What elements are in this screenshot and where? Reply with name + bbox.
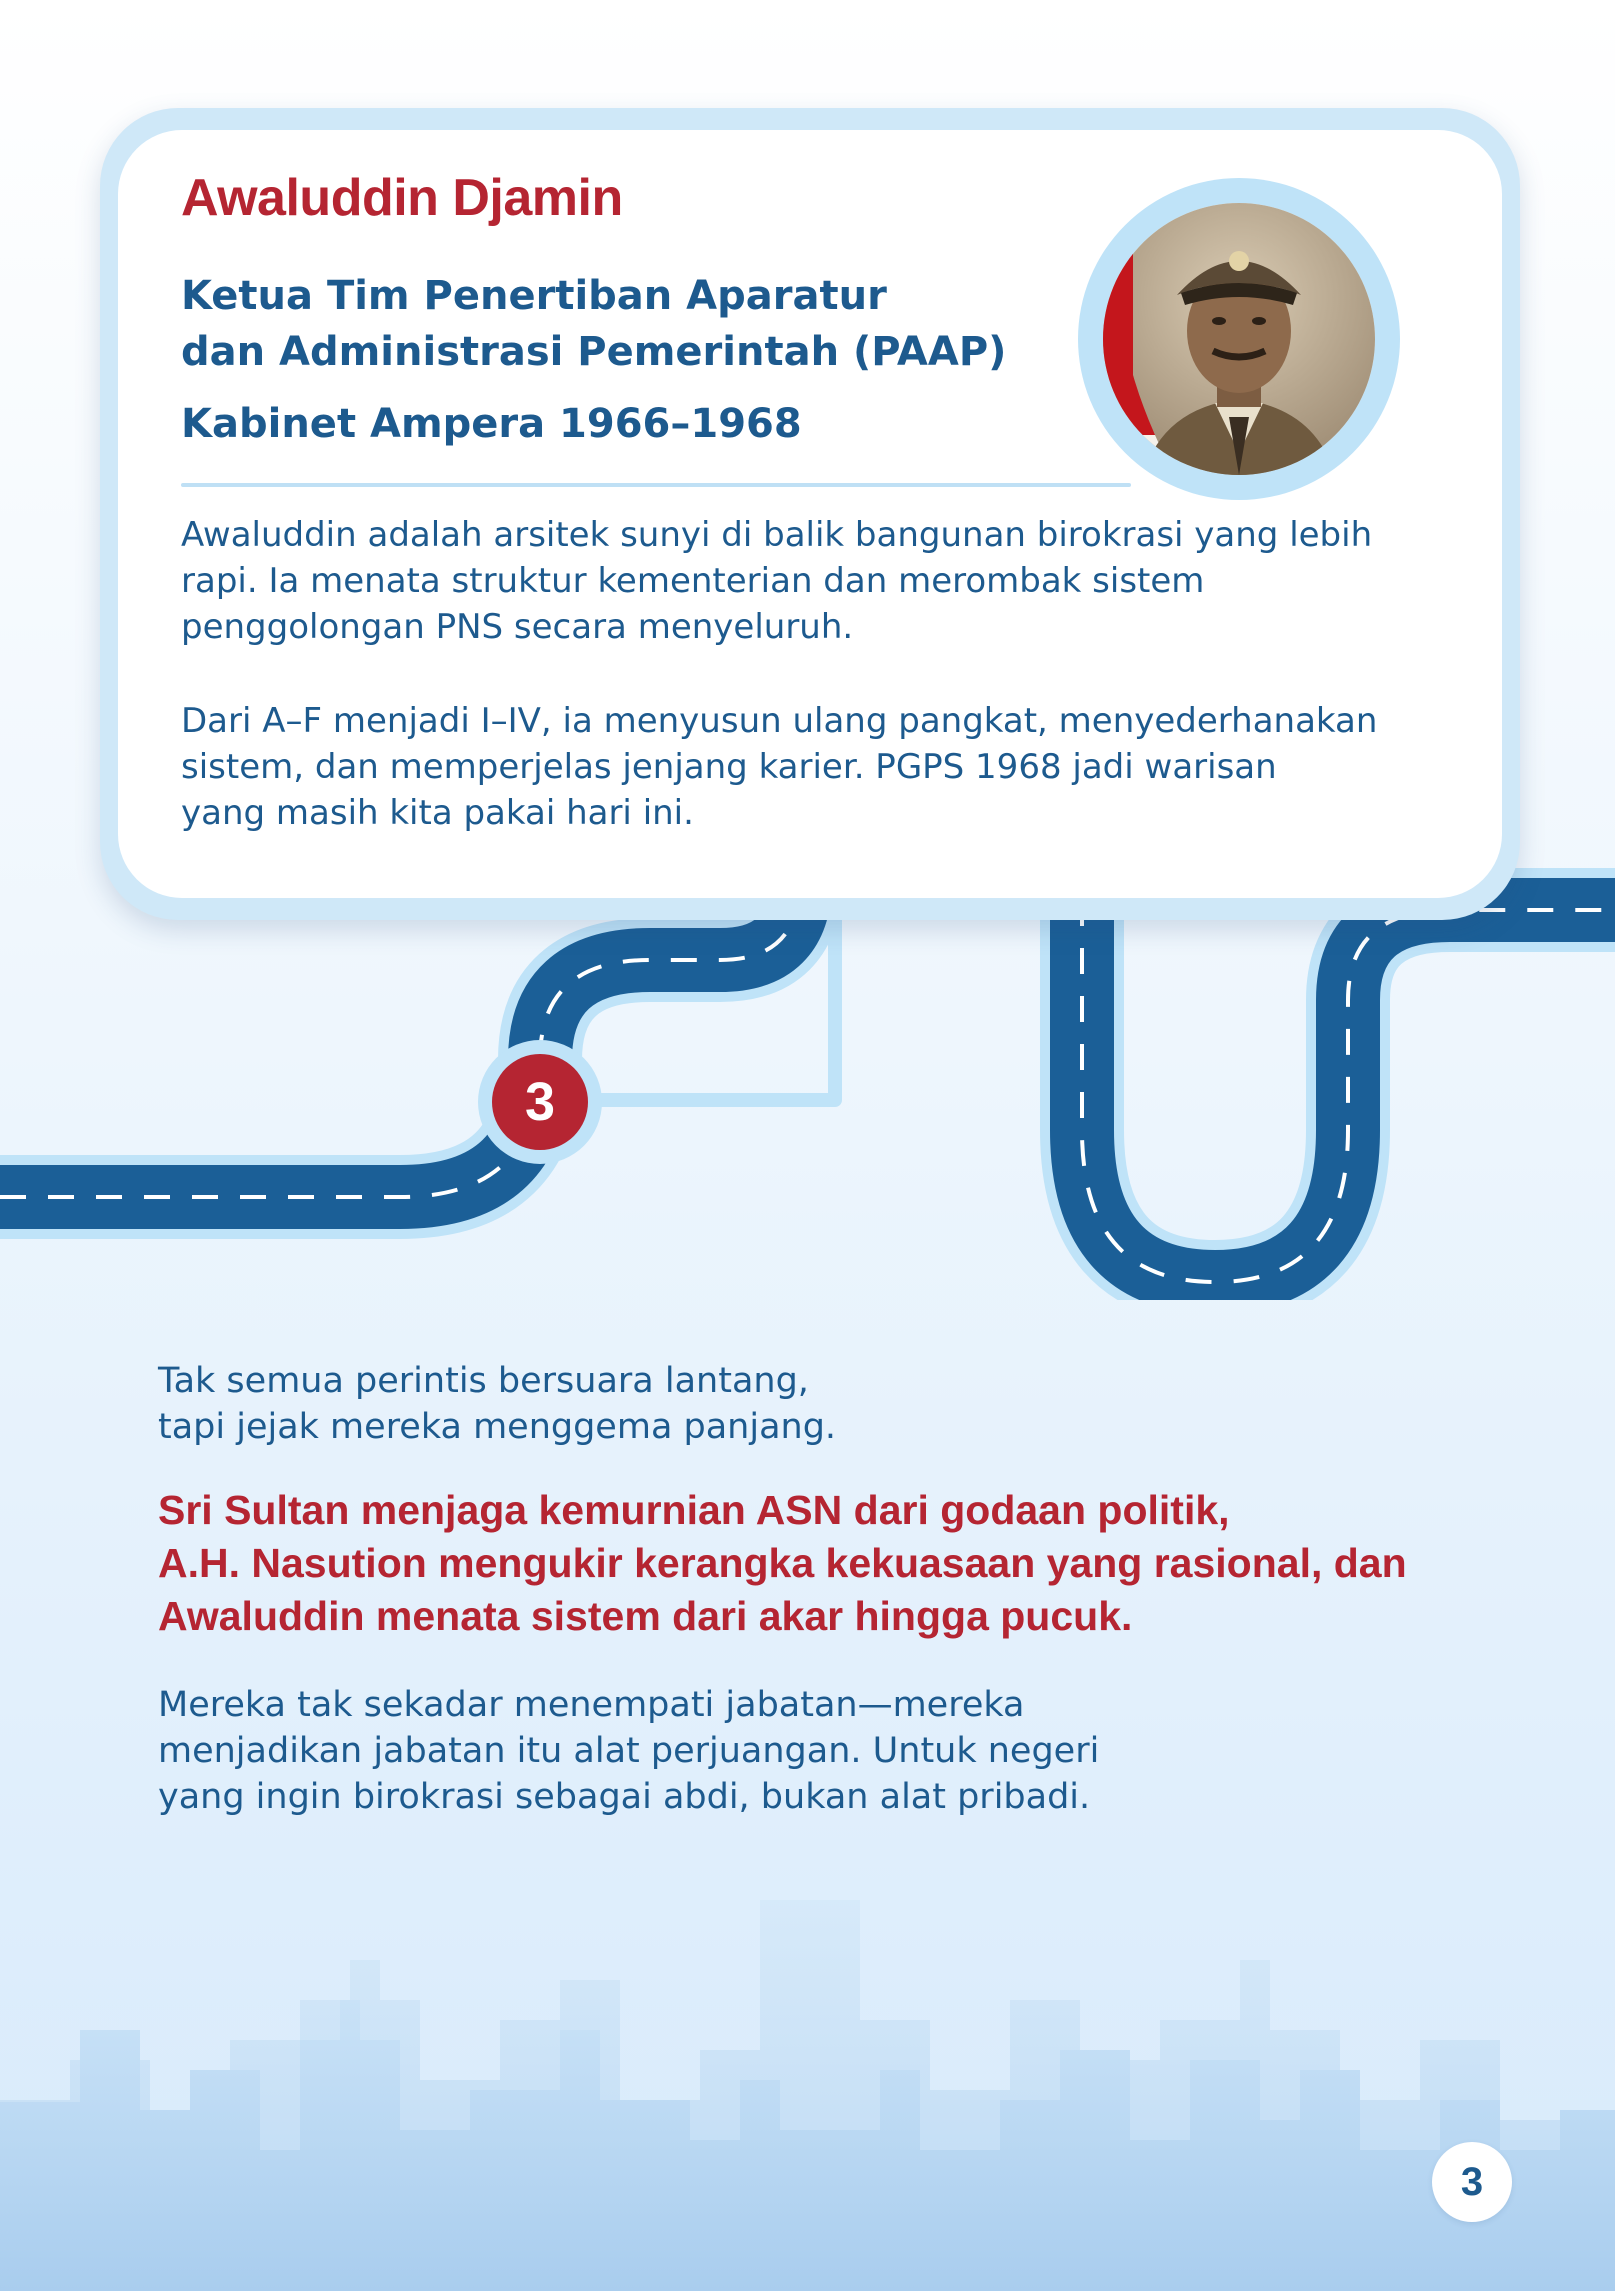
- profile-bio-paragraph: Dari A–F menjadi I–IV, ia menyusun ulang pangkat, menyederhanakan sistem, dan memperjelas jenjang karier. PGPS 1968 jadi warisan yang masih kita pakai hari ini.: [181, 701, 1378, 833]
- closing-highlight: [158, 1484, 1407, 1643]
- profile-cabinet: Kabinet Ampera 1966–1968: [181, 401, 802, 447]
- closing-highlight-line: A.H. Nasution mengukir kerangka kekuasaan yang rasional, dan: [158, 1540, 1407, 1586]
- city-skyline: [0, 1900, 1615, 2291]
- profile-divider: [181, 483, 1131, 487]
- closing-highlight-line: Awaluddin menata sistem dari akar hingga pucuk.: [158, 1593, 1133, 1639]
- milestone-marker: [492, 1054, 588, 1150]
- profile-role: [181, 268, 1006, 380]
- closing-intro-line: Tak semua perintis bersuara lantang,: [158, 1361, 809, 1401]
- closing-highlight-line: Sri Sultan menjaga kemurnian ASN dari godaan politik,: [158, 1487, 1230, 1533]
- closing-intro-line: tapi jejak mereka menggema panjang.: [158, 1407, 837, 1447]
- profile-bio-paragraph: Awaluddin adalah arsitek sunyi di balik bangunan birokrasi yang lebih rapi. Ia menata struktur kementerian dan merombak sistem penggolongan PNS secara menyeluruh.: [181, 515, 1373, 647]
- page-number-badge: [1432, 2142, 1512, 2222]
- closing-outro-line: Mereka tak sekadar menempati jabatan—mereka: [158, 1685, 1025, 1725]
- closing-outro-line: menjadikan jabatan itu alat perjuangan. Untuk negeri: [158, 1731, 1100, 1771]
- road-left: [0, 880, 800, 1197]
- closing-intro: [158, 1358, 836, 1450]
- portrait-photo: [1103, 203, 1375, 475]
- road-right: [1082, 900, 1615, 1282]
- milestone-number: 3: [524, 1072, 556, 1132]
- profile-name: Awaluddin Djamin: [181, 169, 623, 227]
- profile-role-line: Ketua Tim Penertiban Aparatur: [181, 273, 887, 319]
- page-number: 3: [1460, 2159, 1484, 2204]
- closing-outro-line: yang ingin birokrasi sebagai abdi, bukan alat pribadi.: [158, 1777, 1091, 1817]
- closing-outro: [158, 1682, 1099, 1820]
- profile-role-line: dan Administrasi Pemerintah (PAAP): [181, 329, 1007, 375]
